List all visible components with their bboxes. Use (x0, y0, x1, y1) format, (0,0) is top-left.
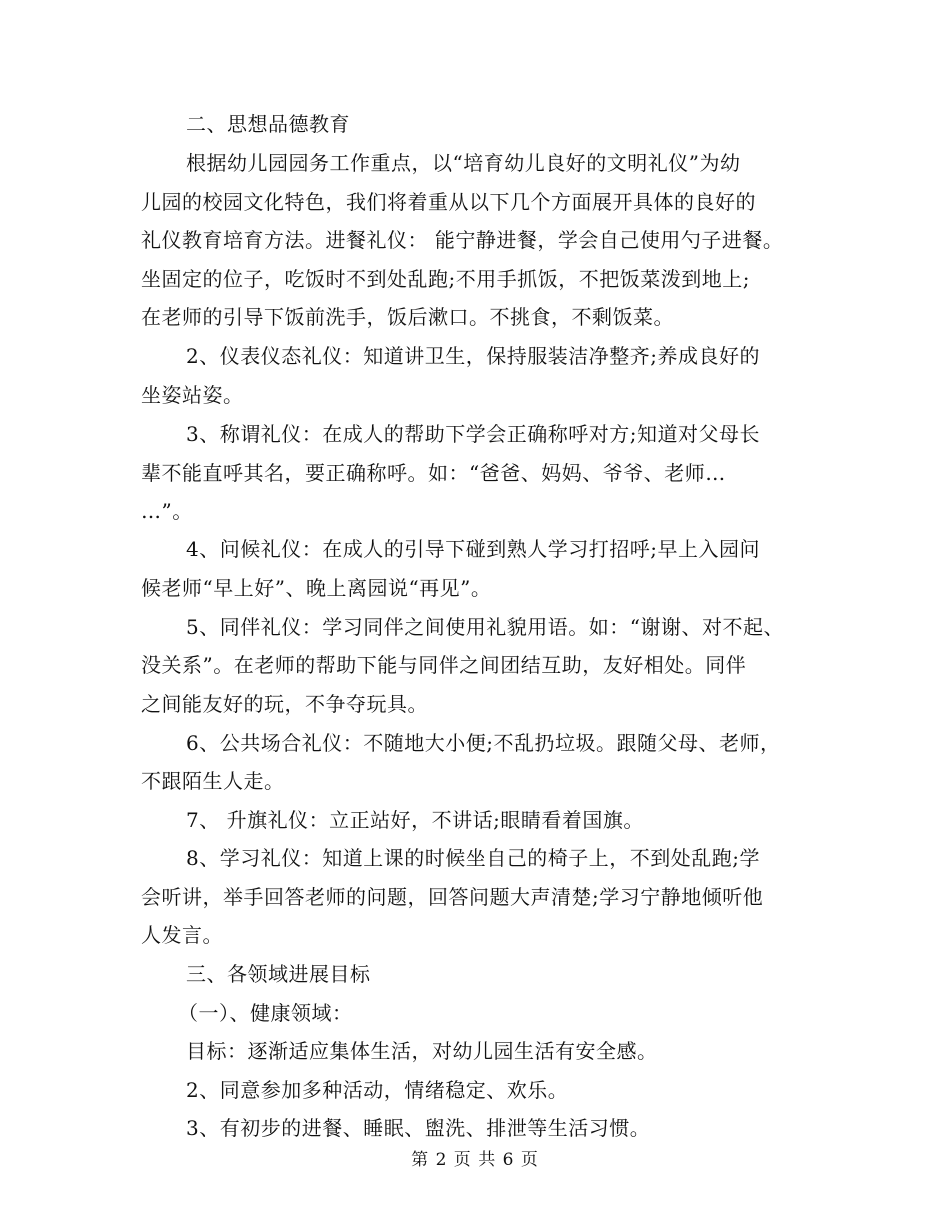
section-heading-domain-goals: 三、各领域进展目标 (186, 962, 371, 986)
paragraph-line: 6、公共场合礼仪：不随地大小便;不乱扔垃圾。跟随父母、老师， (186, 731, 781, 755)
paragraph-line: 3、称谓礼仪：在成人的帮助下学会正确称呼对方;知道对父母长 (186, 422, 760, 446)
paragraph-line: 5、同伴礼仪：学习同伴之间使用礼貌用语。如：“谢谢、对不起、 (186, 615, 784, 639)
paragraph-line: 候老师“早上好”、晚上离园说“再见”。 (141, 576, 492, 600)
paragraph-line: 人发言。 (141, 923, 223, 947)
page-number-footer: 第 2 页 共 6 页 (411, 1150, 539, 1170)
paragraph-line: 礼仪教育培育方法。进餐礼仪： 能宁静进餐，学会自己使用勺子进餐。 (141, 228, 784, 252)
paragraph-line: 没关系”。在老师的帮助下能与同伴之间团结互助，友好相处。同伴 (141, 653, 747, 677)
paragraph-line: 辈不能直呼其名，要正确称呼。如：“爸爸、妈妈、爷爷、老师… (141, 461, 726, 485)
paragraph-line: 2、仪表仪态礼仪：知道讲卫生，保持服装洁净整齐;养成良好的 (186, 344, 760, 368)
paragraph-line: 在老师的引导下饭前洗手，饭后漱口。不挑食，不剩饭菜。 (141, 305, 674, 329)
subsection-heading-health: （一）、健康领域： (178, 1001, 353, 1025)
paragraph-line: 2、同意参加多种活动，情绪稳定、欢乐。 (186, 1078, 569, 1102)
paragraph-line: 儿园的校园文化特色，我们将着重从以下几个方面展开具体的良好的 (141, 190, 756, 214)
paragraph-line: 8、学习礼仪：知道上课的时候坐自己的椅子上，不到处乱跑;学 (186, 846, 760, 870)
paragraph-line: 7、 升旗礼仪：立正站好，不讲话;眼睛看着国旗。 (186, 808, 644, 832)
paragraph-line: 不跟陌生人走。 (141, 769, 285, 793)
paragraph-line: 坐固定的位子，吃饭时不到处乱跑;不用手抓饭，不把饭菜泼到地上; (141, 267, 750, 291)
section-heading-moral-education: 二、思想品德教育 (186, 112, 350, 136)
paragraph-line: 4、问候礼仪：在成人的引导下碰到熟人学习打招呼;早上入园问 (186, 537, 760, 561)
paragraph-line: 根据幼儿园园务工作重点，以“培育幼儿良好的文明礼仪”为幼 (186, 151, 741, 175)
paragraph-line: 目标：逐渐适应集体生活，对幼儿园生活有安全感。 (186, 1039, 658, 1063)
paragraph-line: 会听讲，举手回答老师的问题，回答问题大声清楚;学习宁静地倾听他 (141, 885, 764, 909)
paragraph-line: 之间能友好的玩，不争夺玩具。 (141, 692, 428, 716)
paragraph-line: 3、有初步的进餐、睡眠、盥洗、排泄等生活习惯。 (186, 1116, 651, 1140)
paragraph-line: 坐姿站姿。 (141, 383, 244, 407)
paragraph-line: …”。 (141, 499, 193, 523)
